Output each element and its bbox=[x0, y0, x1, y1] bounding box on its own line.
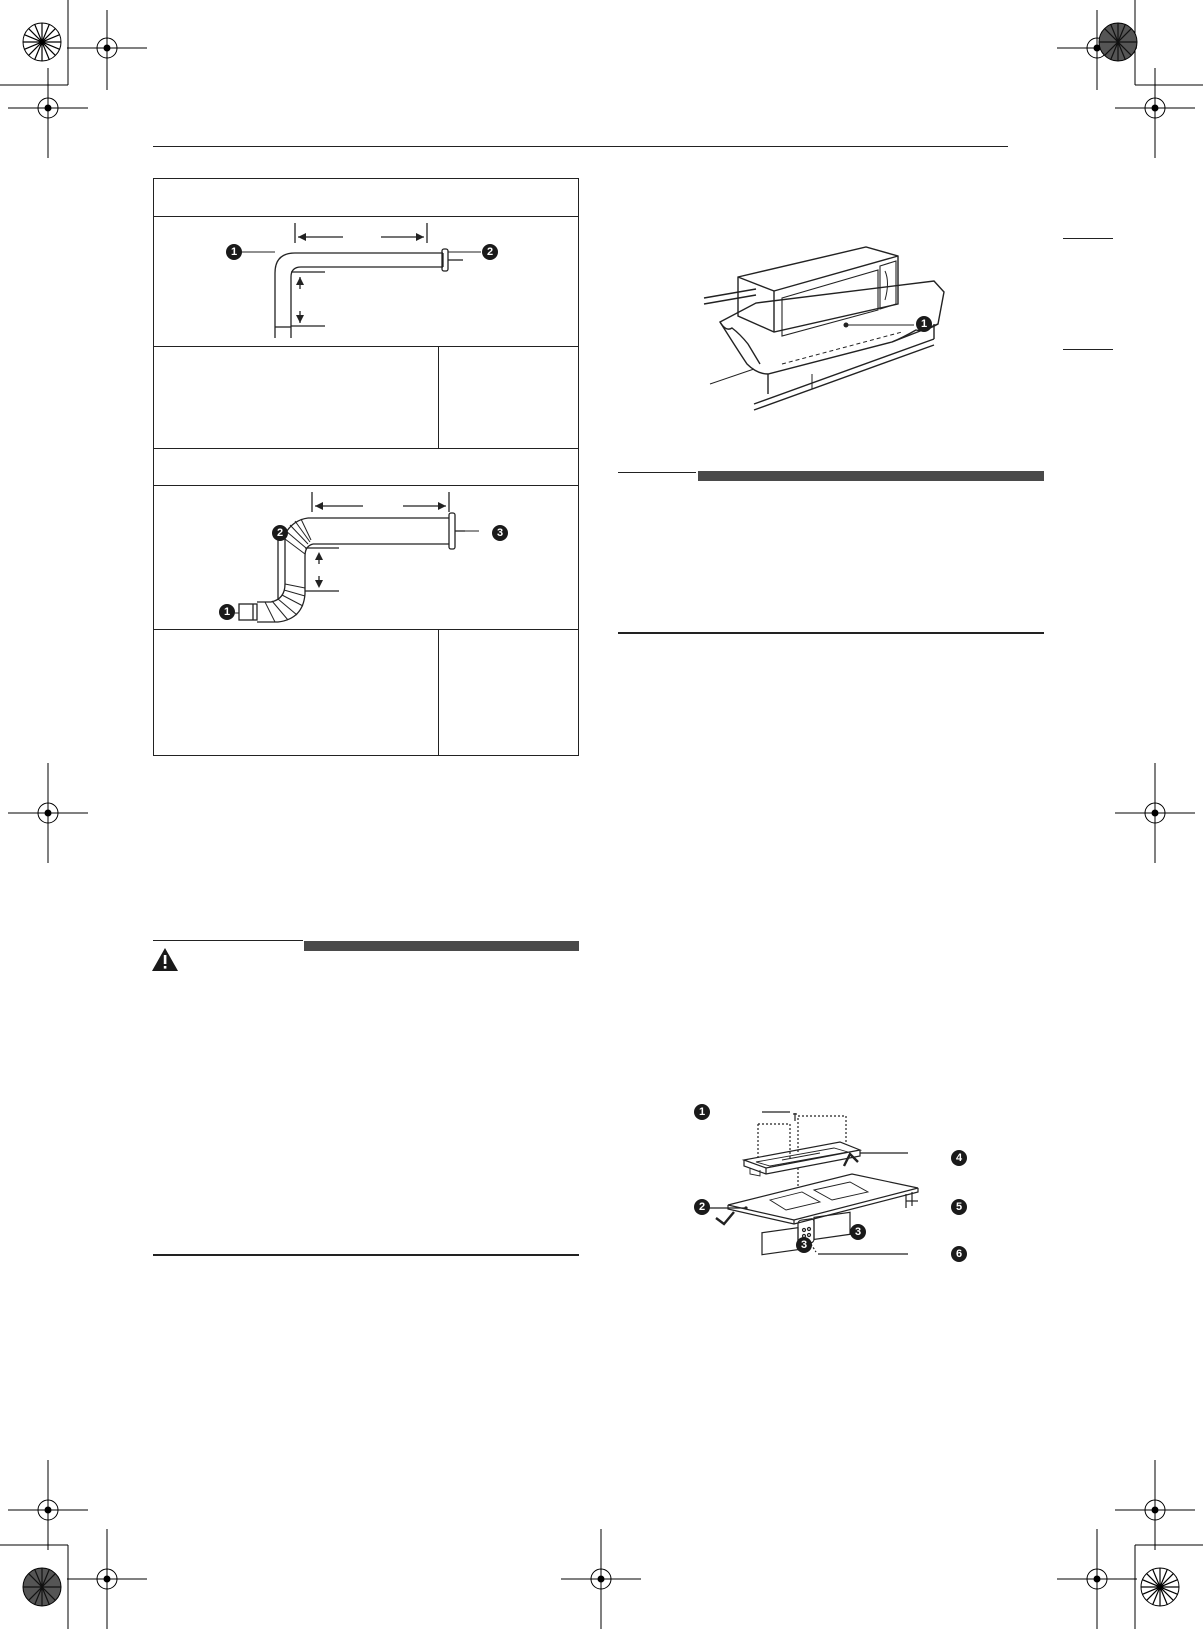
left-section-rule bbox=[153, 1254, 579, 1256]
table-column-divider bbox=[438, 629, 439, 755]
table-header-row bbox=[154, 179, 578, 217]
callout-2: 2 bbox=[272, 525, 288, 541]
registration-mark-icon bbox=[551, 1529, 651, 1629]
duct-diagram-elbow bbox=[153, 215, 579, 345]
warning-header-rule bbox=[153, 940, 303, 941]
color-target-icon bbox=[17, 17, 67, 67]
registration-mark-icon bbox=[1047, 1529, 1147, 1629]
color-target-icon bbox=[1135, 1562, 1185, 1612]
callout-3: 3 bbox=[796, 1237, 812, 1253]
registration-mark-icon bbox=[1105, 763, 1203, 863]
warning-header-bar bbox=[304, 941, 579, 951]
registration-mark-icon bbox=[0, 763, 98, 863]
header-rule bbox=[153, 146, 1008, 147]
side-tab-line bbox=[1063, 238, 1113, 239]
callout-2: 2 bbox=[482, 244, 498, 260]
table-text-row-2 bbox=[154, 629, 578, 755]
table-text-row-1 bbox=[154, 346, 578, 449]
callout-4: 4 bbox=[951, 1150, 967, 1166]
callout-2: 2 bbox=[694, 1199, 710, 1215]
callout-1: 1 bbox=[219, 604, 235, 620]
side-tab-line bbox=[1063, 349, 1113, 350]
table-header-row-2 bbox=[154, 448, 578, 486]
registration-mark-icon bbox=[0, 58, 98, 158]
caution-header-bar bbox=[698, 471, 1044, 481]
oven-on-counter-illustration bbox=[702, 224, 992, 424]
callout-1: 1 bbox=[226, 244, 242, 260]
color-target-icon bbox=[17, 1562, 67, 1612]
color-target-icon bbox=[1093, 17, 1143, 67]
callout-5: 5 bbox=[951, 1199, 967, 1215]
table-column-divider bbox=[438, 346, 439, 448]
callout-1: 1 bbox=[694, 1104, 710, 1120]
callout-3: 3 bbox=[850, 1224, 866, 1240]
registration-mark-icon bbox=[1105, 58, 1203, 158]
right-section-rule bbox=[618, 632, 1044, 634]
warning-triangle-icon bbox=[150, 946, 180, 974]
duct-diagram-flex bbox=[153, 484, 579, 628]
registration-mark-icon bbox=[57, 1529, 157, 1629]
callout-1: 1 bbox=[916, 316, 932, 332]
callout-3: 3 bbox=[492, 525, 508, 541]
callout-6: 6 bbox=[951, 1246, 967, 1262]
caution-header-rule bbox=[618, 472, 696, 473]
damper-assembly-exploded-diagram bbox=[710, 1108, 960, 1268]
